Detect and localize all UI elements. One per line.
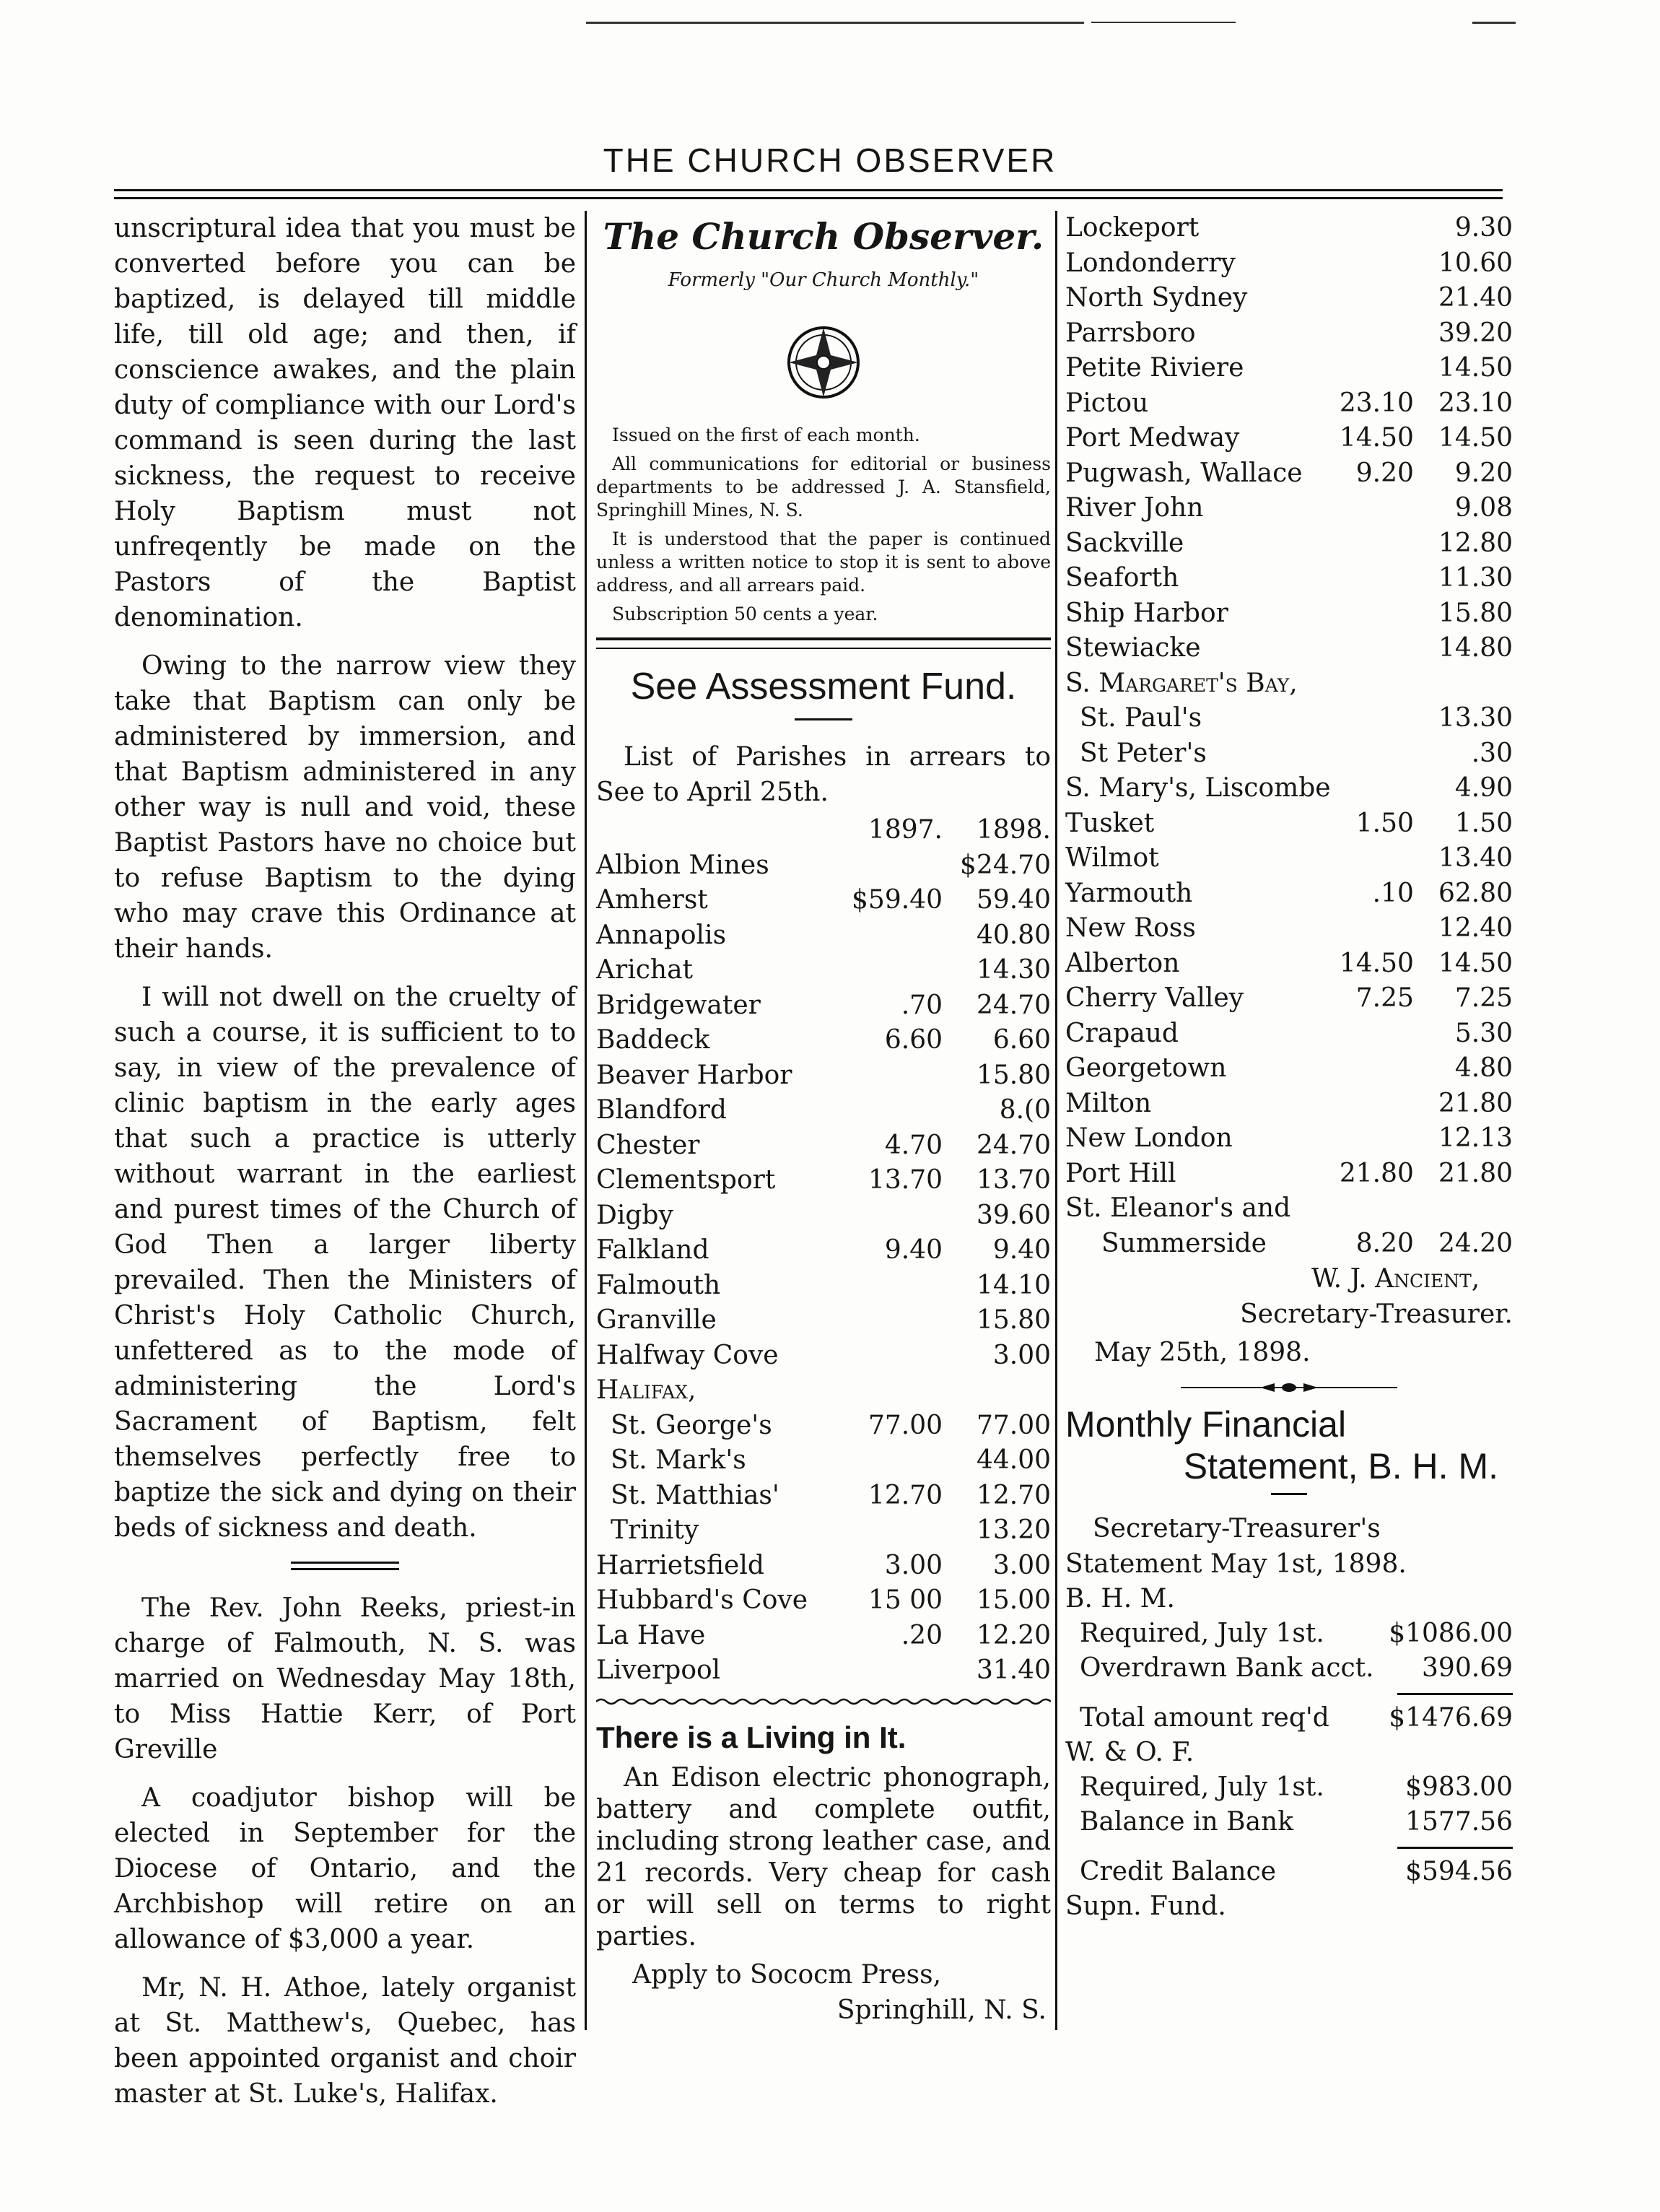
parish-name: Beaver Harbor xyxy=(596,1060,792,1090)
amount-1898: 6.60 xyxy=(992,1025,1051,1055)
amount-1897 xyxy=(1331,1051,1414,1087)
parish-name: Annapolis xyxy=(596,920,727,950)
table-row xyxy=(596,1653,1051,1689)
amount-1898: 14.50 xyxy=(1438,353,1513,383)
amount-1897 xyxy=(852,1443,943,1479)
amount-1897: 15 00 xyxy=(868,1585,943,1615)
amount-1898: 12.80 xyxy=(1438,528,1513,558)
section-divider xyxy=(291,1562,399,1570)
notice-subscription: Subscription 50 cents a year. xyxy=(612,604,878,624)
parish-name: Summerside xyxy=(1101,1228,1267,1258)
amount-1897: 14.50 xyxy=(1339,423,1414,453)
table-row xyxy=(596,1163,1051,1198)
year-1897-header: 1897. xyxy=(868,815,943,845)
ad-body: An Edison electric phonograph, battery and complete outfit, including strong leather case, and 21 records. Very cheap for cash or will sell on terms to right parties. xyxy=(596,1762,1051,1951)
table-row xyxy=(1065,736,1513,772)
amount-1898: 14.80 xyxy=(1438,633,1513,663)
amount-1897 xyxy=(1331,281,1414,316)
scan-mark xyxy=(586,22,1084,24)
amount-1897 xyxy=(852,1653,943,1689)
statement-label: Total amount req'd xyxy=(1080,1703,1329,1733)
table-row xyxy=(596,918,1051,954)
table-row xyxy=(1065,1736,1513,1770)
parish-name: St Peter's xyxy=(1080,738,1207,768)
amount-1898: 3.00 xyxy=(992,1340,1051,1370)
parish-name: Blandford xyxy=(596,1095,727,1125)
amount-1898: 5.30 xyxy=(1454,1018,1513,1048)
amount-1897: 23.10 xyxy=(1339,388,1414,418)
year-1898-header: 1898. xyxy=(976,815,1051,845)
amount-1898: 23.10 xyxy=(1438,388,1513,418)
table-row xyxy=(1065,876,1513,912)
table-row xyxy=(1065,771,1513,806)
parish-name: Hubbard's Cove xyxy=(596,1585,808,1615)
table-row xyxy=(596,1619,1051,1654)
parish-name: S. Mary's, Liscombe xyxy=(1065,773,1331,803)
table-row xyxy=(596,1268,1051,1304)
table-row xyxy=(1065,596,1513,632)
amount-1898: 24.20 xyxy=(1438,1228,1513,1258)
amount-1897: 6.60 xyxy=(884,1025,943,1055)
amount-1898: $24.70 xyxy=(960,850,1051,880)
parish-name: Londonderry xyxy=(1065,248,1236,278)
signer-name-text: W. J. Ancient, xyxy=(1311,1264,1480,1294)
amount-1898: 13.70 xyxy=(976,1165,1051,1195)
parish-name: Harrietsfield xyxy=(596,1550,764,1580)
statement-value: $1086.00 xyxy=(1389,1619,1513,1648)
parish-name: St. Paul's xyxy=(1080,703,1202,733)
table-row xyxy=(1065,946,1513,982)
statement-label: Required, July 1st. xyxy=(1080,1619,1324,1648)
statement-label: Balance in Bank xyxy=(1080,1807,1294,1837)
amount-1897: 7.25 xyxy=(1355,983,1414,1013)
list-intro: List of Parishes in arrears to See to April 25th. xyxy=(596,742,1051,807)
parish-name: Lockeport xyxy=(1065,213,1200,243)
parish-name: New Ross xyxy=(1065,913,1196,943)
parish-name: St. George's xyxy=(611,1410,772,1440)
table-row xyxy=(596,1443,1051,1479)
amount-1897: 13.70 xyxy=(868,1165,943,1195)
amount-1898: 62.80 xyxy=(1438,878,1513,908)
parish-name: Bridgewater xyxy=(596,990,761,1020)
amount-1897 xyxy=(852,848,943,884)
statement-label: Required, July 1st. xyxy=(1080,1772,1324,1802)
amount-1898: 77.00 xyxy=(976,1410,1051,1440)
amount-1898: 4.80 xyxy=(1454,1053,1513,1083)
formerly-line: Formerly "Our Church Monthly." xyxy=(668,269,979,291)
amount-1898: 15.80 xyxy=(976,1060,1051,1090)
table-row xyxy=(1065,211,1513,246)
table-row xyxy=(1065,421,1513,456)
table-row xyxy=(1065,316,1513,352)
amount-1898: 14.30 xyxy=(976,955,1051,985)
table-row xyxy=(596,1058,1051,1094)
amount-1897 xyxy=(852,953,943,988)
amount-1897 xyxy=(1331,771,1414,806)
amount-1897 xyxy=(1331,736,1414,772)
article-paragraph: unscriptural idea that you must be converted before you can be baptized, is delayed till middle life, till old age; and then, if conscience awakes, and the plain duty of compliance with our Lord's command is seen during the last sickness, the request to receive Holy Baptism must not unfreqently be made on the Pastors of the Baptist denomination. xyxy=(114,214,576,632)
amount-1898: 14.50 xyxy=(1438,948,1513,978)
amount-1898: .30 xyxy=(1471,738,1513,768)
statement-value: $1476.69 xyxy=(1389,1703,1513,1733)
amount-1897: $59.40 xyxy=(852,885,943,915)
amount-1897: .20 xyxy=(901,1620,943,1650)
parish-name: Amherst xyxy=(596,885,708,915)
amount-1898: 13.20 xyxy=(976,1515,1051,1545)
table-row xyxy=(596,1198,1051,1234)
parish-name: Digby xyxy=(596,1200,673,1230)
table-row xyxy=(596,953,1051,988)
account-supn: Supn. Fund. xyxy=(1065,1891,1226,1921)
table-row xyxy=(1065,1016,1513,1052)
amount-1897: 21.80 xyxy=(1339,1158,1414,1188)
amount-1897: .70 xyxy=(901,990,943,1020)
cross-emblem-icon xyxy=(777,315,870,409)
wavy-divider xyxy=(596,1696,1051,1707)
amount-1898: 21.80 xyxy=(1438,1088,1513,1118)
statement-title-line-2: Statement, B. H. M. xyxy=(1183,1446,1498,1486)
notice-issued: Issued on the first of each month. xyxy=(612,424,920,445)
short-divider xyxy=(795,718,852,720)
parish-name: Clementsport xyxy=(596,1165,776,1195)
amount-1897: 9.40 xyxy=(884,1235,943,1265)
table-row xyxy=(1065,1582,1513,1616)
amount-1897 xyxy=(1331,211,1414,246)
table-row xyxy=(596,1023,1051,1058)
table-row xyxy=(1065,1051,1513,1087)
table-row xyxy=(1065,1701,1513,1736)
column-rule-1 xyxy=(585,211,587,2030)
table-row xyxy=(596,1233,1051,1268)
table-row xyxy=(1065,1889,1513,1924)
amount-1898: 9.08 xyxy=(1454,493,1513,523)
amount-1898: 14.50 xyxy=(1438,423,1513,453)
amount-1897: 77.00 xyxy=(868,1410,943,1440)
parish-name: Port Hill xyxy=(1065,1158,1176,1188)
table-row xyxy=(596,1128,1051,1164)
table-row xyxy=(1065,631,1513,666)
sum-rule xyxy=(1397,1847,1513,1849)
amount-1898: 3.00 xyxy=(992,1550,1051,1580)
ad-title: There is a Living in It. xyxy=(596,1720,907,1754)
parish-name: River John xyxy=(1065,493,1204,523)
amount-1898: 39.60 xyxy=(976,1200,1051,1230)
table-header-row xyxy=(596,810,1051,848)
parish-name: Cherry Valley xyxy=(1065,983,1244,1013)
table-row xyxy=(1065,456,1513,492)
news-item: A coadjutor bishop will be elected in September for the Diocese of Ontario, and the Archbishop will retire on an allowance of $3,000 a year. xyxy=(114,1783,576,1954)
parish-name: Falkland xyxy=(596,1235,709,1265)
parish-name: Stewiacke xyxy=(1065,633,1201,663)
table-row xyxy=(1065,1087,1513,1122)
amount-1897: 3.00 xyxy=(884,1550,943,1580)
sum-rule xyxy=(1397,1693,1513,1695)
amount-1898: 1.50 xyxy=(1454,808,1513,838)
table-row xyxy=(596,988,1051,1024)
column-left xyxy=(114,211,576,2125)
table-row xyxy=(596,1338,1051,1374)
parish-name: Granville xyxy=(596,1305,717,1335)
arrears-table xyxy=(596,810,1051,1689)
table-row xyxy=(1065,1121,1513,1157)
table-row xyxy=(1065,1855,1513,1889)
parish-name: Milton xyxy=(1065,1088,1152,1118)
amount-1898: 4.90 xyxy=(1454,773,1513,803)
amount-1897 xyxy=(1331,596,1414,632)
parish-name: St. Mark's xyxy=(611,1445,746,1475)
amount-1898: 39.20 xyxy=(1438,318,1513,348)
parish-name: Arichat xyxy=(596,955,693,985)
amount-1898: 44.00 xyxy=(976,1445,1051,1475)
amount-1897 xyxy=(1331,351,1414,386)
amount-1898: 12.13 xyxy=(1438,1123,1513,1153)
table-row xyxy=(1065,1651,1513,1686)
amount-1897: 14.50 xyxy=(1339,948,1414,978)
amount-1898: 21.80 xyxy=(1438,1158,1513,1188)
parish-name: St. Eleanor's and xyxy=(1065,1193,1291,1223)
amount-1898: 24.70 xyxy=(976,990,1051,1020)
table-row xyxy=(1065,1839,1513,1855)
parish-name: Halfway Cove xyxy=(596,1340,779,1370)
scan-mark xyxy=(1091,22,1236,23)
table-row xyxy=(596,1093,1051,1128)
table-row xyxy=(1065,491,1513,526)
notice-communications: All communications for editorial or business departments to be addressed J. A. Stansfield, Springhill Mines, N. S. xyxy=(596,453,1051,521)
amount-1897 xyxy=(852,1303,943,1338)
article-paragraph: I will not dwell on the cruelty of such a course, it is sufficient to to say, in view of the prevalence of clinic baptism in the early ages that such a practice is utterly without warrant in the earliest and purest times of the Church of God Then a larger liberty prevailed. Then the Ministers of Christ's Holy Catholic Church, unfettered as to the mode of administering the Lord's Sacrament of Baptism, felt themselves perfectly free to baptize the sick and dying on their beds of sickness and death. xyxy=(114,983,576,1543)
parish-name: Ship Harbor xyxy=(1065,598,1228,628)
table-row xyxy=(1065,561,1513,596)
amount-1897 xyxy=(852,1198,943,1234)
table-row xyxy=(1065,386,1513,422)
table-row xyxy=(1065,1686,1513,1701)
parish-name: La Have xyxy=(596,1620,706,1650)
news-item: The Rev. John Reeks, priest-in charge of Falmouth, N. S. was married on Wednesday May 18th, to Miss Hattie Kerr, of Port Greville xyxy=(114,1593,576,1764)
parish-name: Georgetown xyxy=(1065,1053,1227,1083)
account-wof: W. & O. F. xyxy=(1065,1738,1194,1767)
amount-1898: 7.25 xyxy=(1454,983,1513,1013)
amount-1898: 12.40 xyxy=(1438,913,1513,943)
amount-1897 xyxy=(1331,631,1414,666)
masthead: THE CHURCH OBSERVER xyxy=(603,141,1057,179)
parish-name: Wilmot xyxy=(1065,843,1159,873)
table-row xyxy=(596,1408,1051,1444)
flourish-divider xyxy=(1181,1380,1397,1395)
amount-1898: 12.70 xyxy=(976,1480,1051,1510)
amount-1897: 9.20 xyxy=(1355,458,1414,488)
amount-1897 xyxy=(852,1093,943,1128)
arrears-table-continued xyxy=(1065,211,1513,1261)
parish-name: Trinity xyxy=(611,1515,699,1545)
table-row xyxy=(596,1479,1051,1514)
parish-name: Seaforth xyxy=(1065,563,1179,593)
amount-1897 xyxy=(1331,911,1414,946)
amount-1897 xyxy=(1331,841,1414,876)
amount-1897 xyxy=(1331,526,1414,562)
parish-name: St. Matthias' xyxy=(611,1480,779,1510)
column-right xyxy=(1065,211,1513,1924)
parish-name: Liverpool xyxy=(596,1655,721,1685)
parish-name: Port Medway xyxy=(1065,423,1240,453)
signer-name xyxy=(1065,1261,1513,1297)
ad-apply: Apply to Sococm Press, xyxy=(632,1959,942,1990)
parish-name: Tusket xyxy=(1065,808,1155,838)
amount-1898: 8.(0 xyxy=(999,1095,1051,1125)
ad-place: Springhill, N. S. xyxy=(836,1995,1047,2025)
table-row xyxy=(596,1513,1051,1549)
statement-title-line-1: Monthly Financial xyxy=(1065,1404,1347,1445)
amount-1898: 40.80 xyxy=(976,920,1051,950)
article-paragraph: Owing to the narrow view they take that Baptism can only be administered by immersion, and that Baptism administered in any other way is null and void, these Baptist Pastors have no choice but to refuse Baptism to the dying who may crave this Ordinance at their hands. xyxy=(114,651,576,964)
parish-name: Chester xyxy=(596,1130,700,1160)
table-row xyxy=(1065,666,1513,702)
table-row xyxy=(1065,1157,1513,1192)
parish-name: Falmouth xyxy=(596,1270,721,1300)
amount-1898: 31.40 xyxy=(976,1655,1051,1685)
amount-1897 xyxy=(852,918,943,954)
amount-1898: 21.40 xyxy=(1438,283,1513,313)
short-divider xyxy=(1271,1493,1307,1495)
parish-name: Albion Mines xyxy=(596,850,769,880)
amount-1897 xyxy=(1331,701,1414,736)
section-divider xyxy=(596,637,1051,649)
amount-1898: 14.10 xyxy=(976,1270,1051,1300)
amount-1898: 13.30 xyxy=(1438,703,1513,733)
parish-name: Pictou xyxy=(1065,388,1149,418)
amount-1897: 12.70 xyxy=(868,1480,943,1510)
table-row xyxy=(1065,526,1513,562)
table-row xyxy=(596,1373,1051,1408)
amount-1897: 8.20 xyxy=(1355,1228,1414,1258)
table-row xyxy=(1065,1227,1513,1262)
table-row xyxy=(1065,281,1513,316)
statement-table xyxy=(1065,1582,1513,1924)
amount-1897 xyxy=(1331,316,1414,352)
amount-1898: 15.00 xyxy=(976,1585,1051,1615)
table-row xyxy=(1065,1616,1513,1651)
amount-1898: 10.60 xyxy=(1438,248,1513,278)
amount-1897 xyxy=(852,1513,943,1549)
parish-name: Yarmouth xyxy=(1065,878,1193,908)
parish-name: Crapaud xyxy=(1065,1018,1179,1048)
amount-1898: 9.40 xyxy=(992,1235,1051,1265)
parish-name: New London xyxy=(1065,1123,1233,1153)
table-row xyxy=(596,883,1051,918)
amount-1897 xyxy=(1331,561,1414,596)
amount-1897 xyxy=(852,1338,943,1374)
parish-name: Parrsboro xyxy=(1065,318,1196,348)
column-rule-2 xyxy=(1055,211,1057,2030)
amount-1897: 4.70 xyxy=(884,1130,943,1160)
table-row xyxy=(1065,806,1513,842)
amount-1898: 11.30 xyxy=(1438,563,1513,593)
parish-group-halifax: Halifax, xyxy=(596,1375,696,1405)
table-row xyxy=(1065,911,1513,946)
table-row xyxy=(1065,841,1513,876)
statement-title xyxy=(1065,1403,1513,1487)
parish-name: Alberton xyxy=(1065,948,1180,978)
statement-intro: Secretary-Treasurer's Statement May 1st, 1898. xyxy=(1065,1514,1407,1579)
table-row xyxy=(596,1303,1051,1338)
amount-1898: 13.40 xyxy=(1438,843,1513,873)
amount-1898: 24.70 xyxy=(976,1130,1051,1160)
table-row xyxy=(1065,1191,1513,1227)
amount-1898: 12.20 xyxy=(976,1620,1051,1650)
table-row xyxy=(596,1549,1051,1584)
parish-name: Petite Riviere xyxy=(1065,353,1244,383)
amount-1897 xyxy=(852,1058,943,1094)
table-row xyxy=(1065,701,1513,736)
amount-1897 xyxy=(1331,1087,1414,1122)
amount-1897 xyxy=(852,1268,943,1304)
amount-1897 xyxy=(1331,491,1414,526)
table-row xyxy=(1065,981,1513,1016)
statement-label: Credit Balance xyxy=(1080,1857,1277,1886)
paper-title: The Church Observer. xyxy=(603,215,1044,258)
column-middle xyxy=(596,211,1051,2028)
table-row xyxy=(596,1583,1051,1619)
parish-name: North Sydney xyxy=(1065,283,1248,313)
statement-label: Overdrawn Bank acct. xyxy=(1080,1653,1374,1683)
statement-value: $983.00 xyxy=(1405,1772,1513,1802)
parish-name: Pugwash, Wallace xyxy=(1065,458,1303,488)
amount-1897: 1.50 xyxy=(1355,808,1414,838)
table-row xyxy=(1065,1805,1513,1839)
news-item: Mr, N. H. Athoe, lately organist at St. Matthew's, Quebec, has been appointed organist and choir master at St. Luke's, Halifax. xyxy=(114,1973,576,2109)
signer-title: Secretary-Treasurer. xyxy=(1240,1299,1513,1329)
amount-1898: 9.20 xyxy=(1454,458,1513,488)
amount-1898: 9.30 xyxy=(1454,213,1513,243)
masthead-rule xyxy=(114,189,1503,199)
scan-mark xyxy=(1472,22,1516,24)
amount-1898: 15.80 xyxy=(1438,598,1513,628)
sign-date: May 25th, 1898. xyxy=(1094,1338,1311,1367)
table-row xyxy=(1065,1770,1513,1805)
amount-1897: .10 xyxy=(1372,878,1414,908)
amount-1898: 15.80 xyxy=(976,1305,1051,1335)
statement-value: 390.69 xyxy=(1422,1653,1513,1683)
account-bhm: B. H. M. xyxy=(1065,1584,1175,1614)
section-title: See Assessment Fund. xyxy=(630,666,1017,707)
parish-name: Sackville xyxy=(1065,528,1184,558)
table-row xyxy=(1065,246,1513,282)
amount-1897 xyxy=(1331,1016,1414,1052)
statement-value: 1577.56 xyxy=(1405,1807,1513,1837)
amount-1898: 59.40 xyxy=(976,885,1051,915)
statement-value: $594.56 xyxy=(1405,1857,1513,1886)
notice-continued: It is understood that the paper is continued unless a written notice to stop it is sent to above address, and all arrears paid. xyxy=(596,528,1051,596)
amount-1897 xyxy=(1331,1121,1414,1157)
parish-name: Baddeck xyxy=(596,1025,710,1055)
amount-1897 xyxy=(1331,246,1414,282)
table-row xyxy=(596,848,1051,884)
table-row xyxy=(1065,351,1513,386)
parish-group-margarets-bay: S. Margaret's Bay, xyxy=(1065,668,1298,698)
